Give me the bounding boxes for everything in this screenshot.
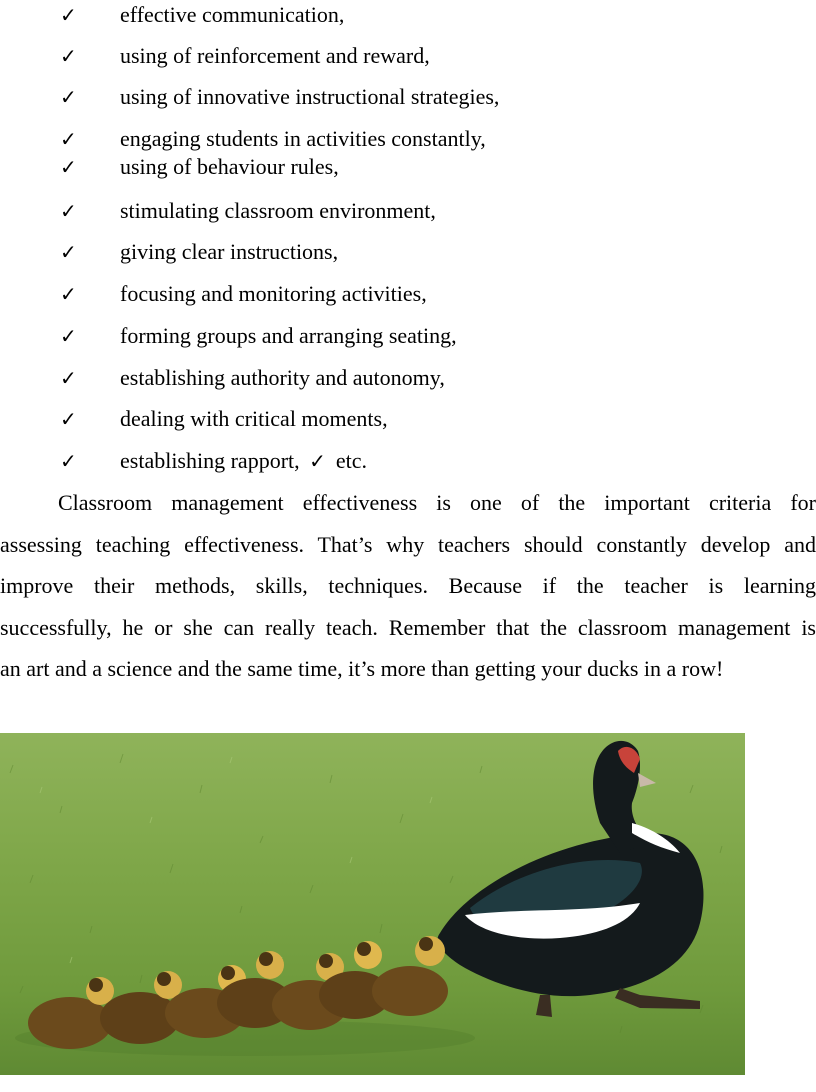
list-item-last-text: establishing rapport, — [120, 448, 300, 473]
list-item-text: forming groups and arranging seating, — [120, 323, 457, 348]
list-item-text: using of innovative instructional strategies, — [120, 84, 500, 109]
paragraph-line: assessing teaching effectiveness. That’s why teachers should constantly develop and — [0, 532, 816, 557]
checkmark-icon: ✓ — [60, 44, 77, 68]
list-item-text: dealing with critical moments, — [120, 406, 388, 431]
list-item-text: giving clear instructions, — [120, 239, 339, 264]
list-item-text: effective communication, — [120, 2, 345, 27]
checkmark-icon: ✓ — [60, 240, 77, 264]
checkmark-icon: ✓ — [60, 366, 77, 390]
list-item-text: stimulating classroom environment, — [120, 198, 436, 223]
checkmark-icon: ✓ — [60, 199, 77, 223]
duck-illustration — [0, 733, 745, 1075]
checkmark-icon: ✓ — [60, 407, 77, 431]
paragraph-line: an art and a science and the same time, it’s more than getting your ducks in a row! — [0, 656, 724, 681]
duck-photo — [0, 733, 745, 1075]
list-item-etc: etc. — [335, 448, 368, 473]
checkmark-icon: ✓ — [60, 3, 77, 27]
list-item-text: focusing and monitoring activities, — [120, 281, 427, 306]
checkmark-icon: ✓ — [60, 155, 77, 179]
paragraph-line: improve their methods, skills, techniques. Because if the teacher is learning — [0, 573, 816, 598]
list-item-text: using of behaviour rules, — [120, 154, 339, 179]
checkmark-icon: ✓ — [60, 324, 77, 348]
duckling — [372, 936, 448, 1016]
checkmark-icon: ✓ — [60, 127, 77, 151]
checkmark-icon: ✓ — [60, 449, 77, 473]
list-item-text: establishing authority and autonomy, — [120, 365, 445, 390]
list-item-text: using of reinforcement and reward, — [120, 43, 430, 68]
paragraph-line: successfully, he or she can really teach. Remember that the classroom management is — [0, 615, 816, 640]
checkmark-icon: ✓ — [60, 85, 77, 109]
list-item-text — [120, 446, 367, 476]
list-item-text: engaging students in activities constantly, — [120, 126, 486, 151]
checkmark-icon: ✓ — [309, 449, 326, 473]
checkmark-icon: ✓ — [60, 282, 77, 306]
paragraph-line: Classroom management effectiveness is one of the important criteria for — [58, 490, 816, 515]
